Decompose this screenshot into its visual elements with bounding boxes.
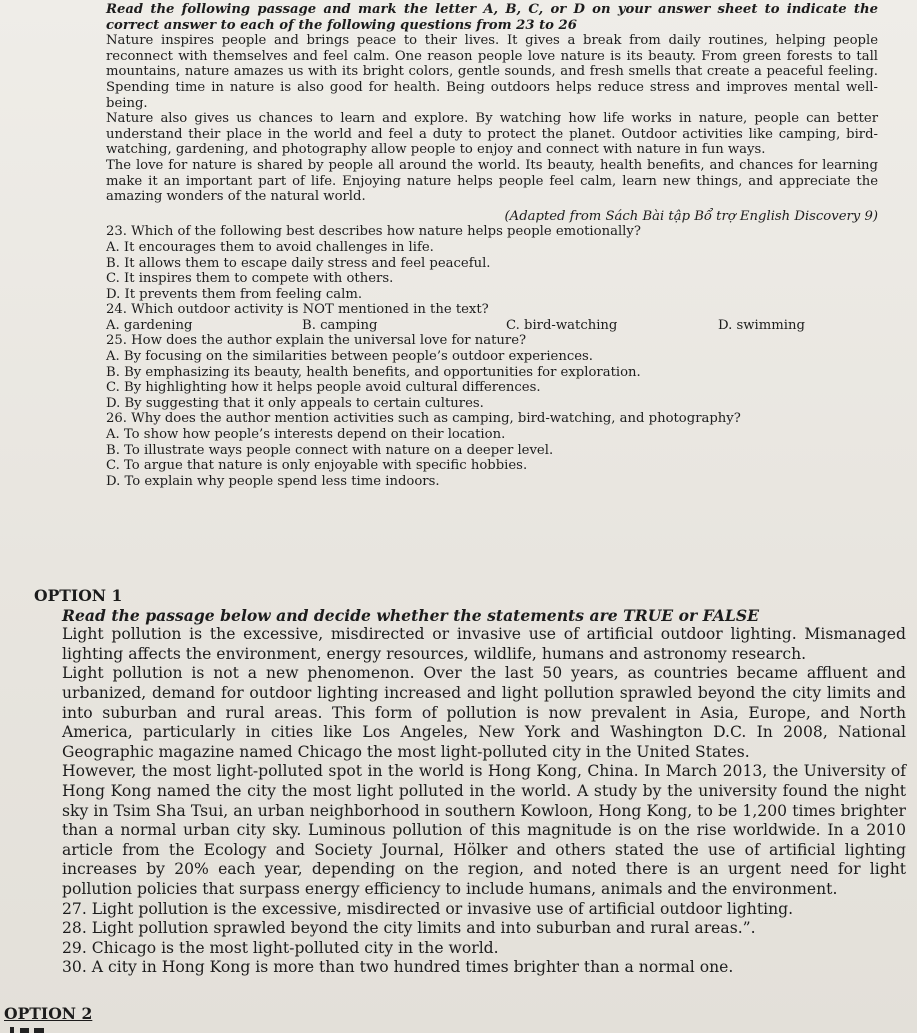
option-d: D. It prevents them from feeling calm. — [106, 286, 363, 302]
option-d: D. swimming — [718, 317, 805, 333]
passage-paragraph-1: Light pollution is the excessive, misdirected or invasive use of artificial outdoor lighting. Mismanaged lighting affects the environment, energy resources, wildlife, humans and astronomy research. — [62, 625, 906, 663]
statement-27: 27. Light pollution is the excessive, misdirected or invasive use of artificial outdoor lighting. — [62, 899, 794, 918]
option-c: C. It inspires them to compete with others. — [106, 271, 394, 287]
option-c: C. bird-watching — [506, 317, 618, 333]
passage-paragraph-2: Light pollution is not a new phenomenon. Over the last 50 years, as countries became affluent and urbanized, demand for outdoor lighting increased and light pollution sprawled beyond the city limits and into suburban and rural areas. This form of pollution is now prevalent in Asia, Europe, and North America, particularly in cities like Los Angeles, New York and Washington D.C. In 2008, National Geographic magazine named Chicago the most light-polluted city in the United States. — [62, 664, 906, 761]
option-b: B. camping — [302, 317, 378, 333]
option-b: B. By emphasizing its beauty, health benefits, and opportunities for exploration. — [106, 364, 641, 380]
option-c: C. By highlighting how it helps people avoid cultural differences. — [106, 380, 541, 396]
question-text: 26. Why does the author mention activities such as camping, bird-watching, and photography? — [106, 411, 741, 427]
statement-29: 29. Chicago is the most light-polluted city in the world. — [62, 938, 499, 957]
statement-30: 30. A city in Hong Kong is more than two hundred times brighter than a normal one. — [62, 958, 734, 977]
option-a: A. gardening — [106, 317, 193, 333]
option-c: C. To argue that nature is only enjoyable with specific hobbies. — [106, 458, 528, 474]
option-a: A. To show how people’s interests depend on their location. — [106, 427, 506, 443]
question-24 — [106, 302, 878, 333]
reading-section-2 — [34, 586, 906, 978]
passage-paragraph-3: The love for nature is shared by people all around the world. Its beauty, health benefits, and chances for learning make it an important part of life. Enjoying nature helps people feel calm, learn new things, and appreciate the amazing wonders of the natural world. — [106, 157, 878, 205]
question-23 — [106, 224, 878, 302]
reading-section-1 — [106, 2, 878, 489]
instruction-text: Read the passage below and decide whether the statements are TRUE or FALSE — [62, 605, 760, 625]
option-a: A. It encourages them to avoid challenges in life. — [106, 239, 434, 255]
passage-paragraph-2: Nature also gives us chances to learn and explore. By watching how life works in nature, people can better understand their place in the world and feel a duty to protect the planet. Outdoor activities like camping, bird-watching, gardening, and photography allow people to enjoy and connect with nature in fun ways. — [106, 111, 878, 158]
option-d: D. To explain why people spend less time indoors. — [106, 473, 440, 489]
cropped-text-fragment — [8, 1024, 48, 1033]
instruction-text: Read the following passage and mark the letter A, B, C, or D on your answer sheet to indicate the correct answer to each of the following questions from 23 to 26 — [106, 2, 878, 33]
question-text: 25. How does the author explain the universal love for nature? — [106, 333, 527, 349]
option-d: D. By suggesting that it only appeals to certain cultures. — [106, 395, 484, 411]
question-text: 24. Which outdoor activity is NOT mentioned in the text? — [106, 302, 489, 318]
option-1-heading: OPTION 1 — [34, 586, 123, 605]
option-a: A. By focusing on the similarities between people’s outdoor experiences. — [106, 349, 593, 365]
question-26 — [106, 411, 878, 489]
question-text: 23. Which of the following best describes how nature helps people emotionally? — [106, 224, 641, 240]
option-b: B. To illustrate ways people connect with nature on a deeper level. — [106, 442, 554, 458]
passage-paragraph-3: However, the most light-polluted spot in the world is Hong Kong, China. In March 2013, the University of Hong Kong named the city the most light polluted in the world. A study by the university found the night sky in Tsim Sha Tsui, an urban neighborhood in southern Kowloon, Hong Kong, to be 1,200 times brighter than a normal urban city sky. Luminous pollution of this magnitude is on the rise worldwide. In a 2010 article from the Ecology and Society Journal, Hölker and others stated the use of artificial lighting increases by 20% each year, depending on the region, and noted there is an urgent need for light pollution policies that surpass energy efficiency to include humans, animals and the environment. — [62, 762, 906, 898]
source-citation: (Adapted from Sách Bài tập Bổ trợ English Discovery 9) — [504, 208, 878, 224]
passage-paragraph-1: Nature inspires people and brings peace to their lives. It gives a break from daily routines, helping people reconnect with themselves and feel calm. One reason people love nature is its beauty. From green forests to tall mountains, nature amazes us with its bright colors, gentle sounds, and fresh smells that create a peaceful feeling. Spending time in nature is also good for health. Being outdoors helps reduce stress and improves mental well-being. — [106, 33, 878, 111]
option-b: B. It allows them to escape daily stress and feel peaceful. — [106, 255, 491, 271]
option-2-heading: OPTION 2 — [4, 1004, 93, 1023]
question-25 — [106, 333, 878, 411]
options-row — [106, 318, 878, 334]
statement-28: 28. Light pollution sprawled beyond the city limits and into suburban and rural areas.”. — [62, 919, 756, 938]
